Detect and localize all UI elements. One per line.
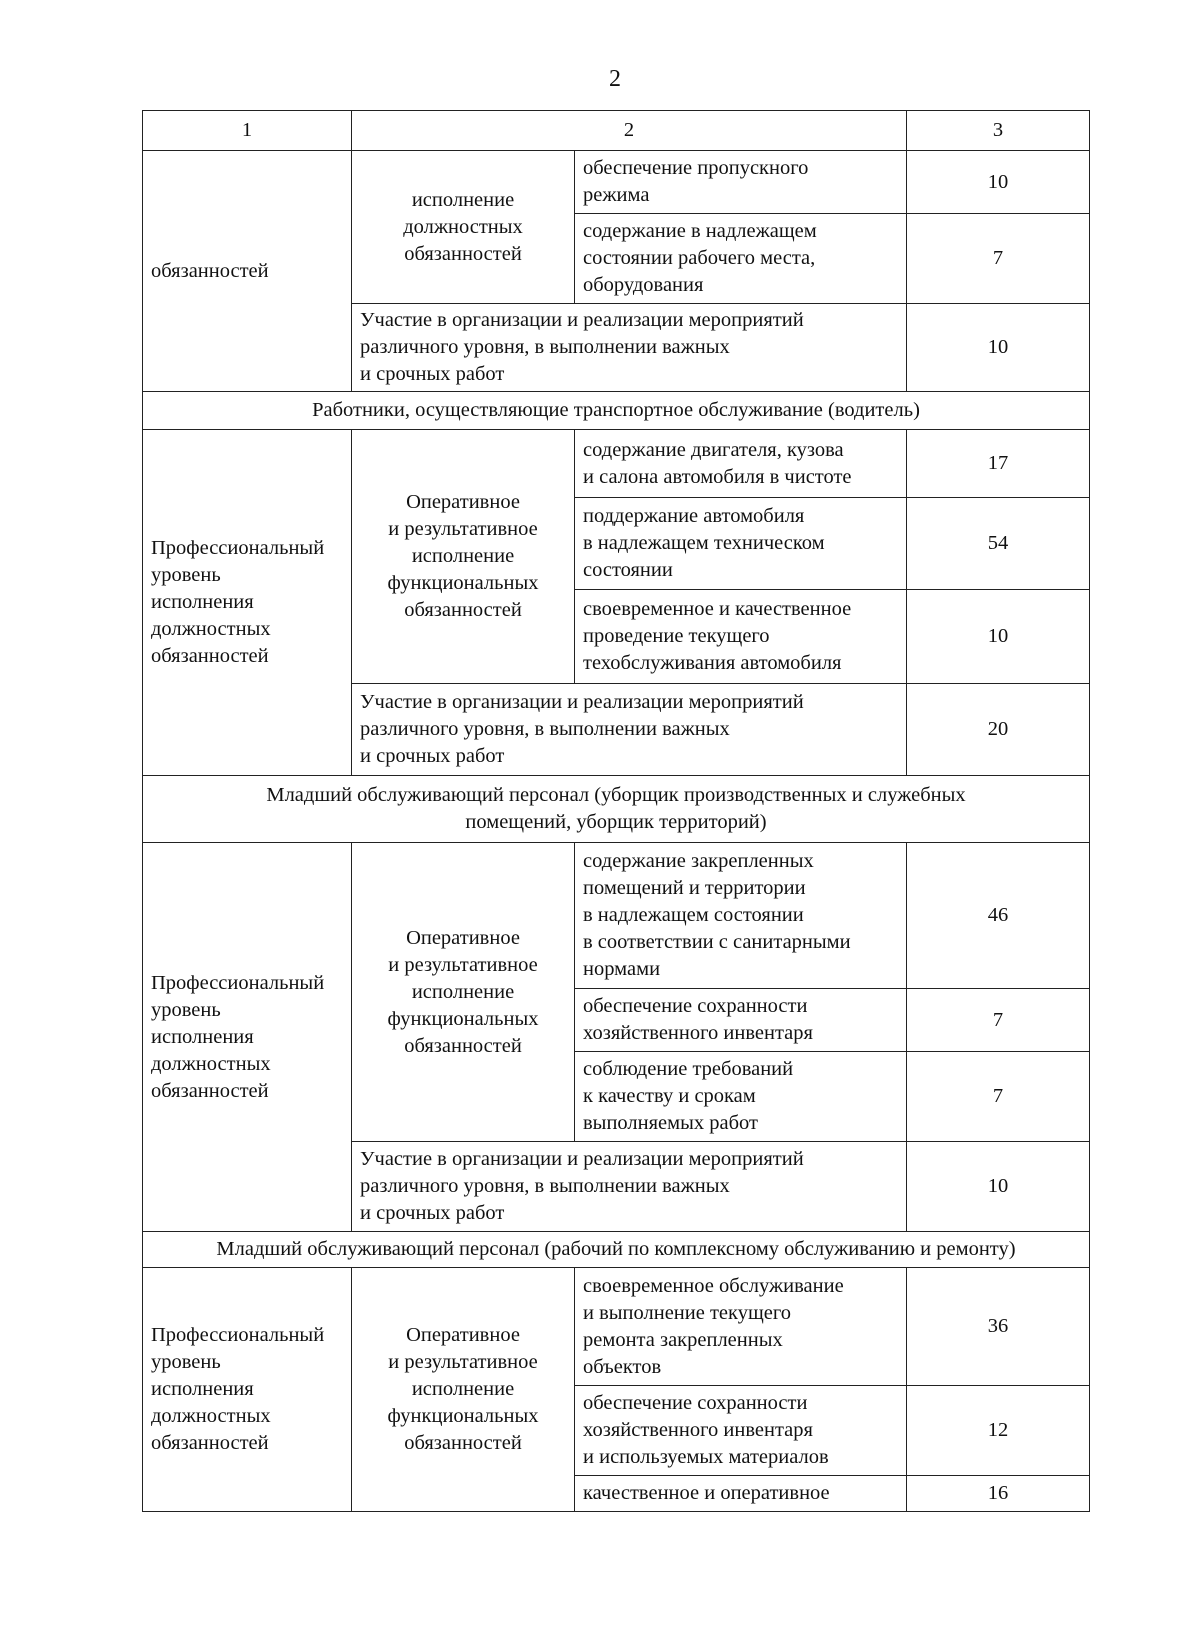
table-row [143,151,1090,214]
header-row [143,111,1090,151]
indicator-cell: обеспечение сохранности хозяйственного инвентаря и используемых материалов [575,1386,907,1476]
points-cell: 7 [907,1052,1090,1142]
points-cell: 7 [907,214,1090,304]
indicator-cell: содержание в надлежащем состоянии рабочего места, оборудования [575,214,907,304]
indicator-cell: содержание закрепленных помещений и территории в надлежащем состоянии в соответствии с санитарными нормами [575,843,907,989]
points-cell: 20 [907,684,1090,776]
indicator-cell: качественное и оперативное [575,1476,907,1512]
header-col-2: 2 [352,111,907,151]
points-cell: 10 [907,590,1090,684]
points-cell: 17 [907,430,1090,498]
section-title-row [143,392,1090,430]
section-title: Младший обслуживающий персонал (рабочий по комплексному обслуживанию и ремонту) [143,1232,1090,1268]
participation-cell: Участие в организации и реализации мероприятий различного уровня, в выполнении важных и срочных работ [352,684,907,776]
subcriterion-cell: исполнение должностных обязанностей [352,151,575,304]
header-col-3: 3 [907,111,1090,151]
points-cell: 16 [907,1476,1090,1512]
points-cell: 46 [907,843,1090,989]
criterion-cell: обязанностей [143,151,352,392]
indicator-cell: обеспечение сохранности хозяйственного инвентаря [575,989,907,1052]
table-row [143,843,1090,989]
section-title: Работники, осуществляющие транспортное обслуживание (водитель) [143,392,1090,430]
criterion-cell: Профессиональный уровень исполнения должностных обязанностей [143,430,352,776]
page-number: 2 [609,66,621,92]
points-cell: 10 [907,151,1090,214]
points-cell: 54 [907,498,1090,590]
points-cell: 7 [907,989,1090,1052]
criteria-table [142,110,1090,1512]
indicator-cell: поддержание автомобиля в надлежащем техническом состоянии [575,498,907,590]
subcriterion-cell: Оперативное и результативное исполнение функциональных обязанностей [352,843,575,1142]
points-cell: 10 [907,304,1090,392]
indicator-cell: обеспечение пропускного режима [575,151,907,214]
section-title: Младший обслуживающий персонал (уборщик производственных и служебных помещений, уборщик территорий) [143,776,1090,843]
subcriterion-cell: Оперативное и результативное исполнение функциональных обязанностей [352,430,575,684]
criterion-cell: Профессиональный уровень исполнения должностных обязанностей [143,843,352,1232]
participation-cell: Участие в организации и реализации мероприятий различного уровня, в выполнении важных и срочных работ [352,304,907,392]
section-title-row [143,1232,1090,1268]
points-cell: 12 [907,1386,1090,1476]
table-row [143,1268,1090,1386]
points-cell: 36 [907,1268,1090,1386]
participation-cell: Участие в организации и реализации мероприятий различного уровня, в выполнении важных и срочных работ [352,1142,907,1232]
indicator-cell: своевременное и качественное проведение текущего техобслуживания автомобиля [575,590,907,684]
header-col-1: 1 [143,111,352,151]
indicator-cell: своевременное обслуживание и выполнение текущего ремонта закрепленных объектов [575,1268,907,1386]
criterion-cell: Профессиональный уровень исполнения должностных обязанностей [143,1268,352,1512]
section-title-row [143,776,1090,843]
indicator-cell: соблюдение требований к качеству и срокам выполняемых работ [575,1052,907,1142]
points-cell: 10 [907,1142,1090,1232]
subcriterion-cell: Оперативное и результативное исполнение функциональных обязанностей [352,1268,575,1512]
indicator-cell: содержание двигателя, кузова и салона автомобиля в чистоте [575,430,907,498]
table-row [143,430,1090,498]
